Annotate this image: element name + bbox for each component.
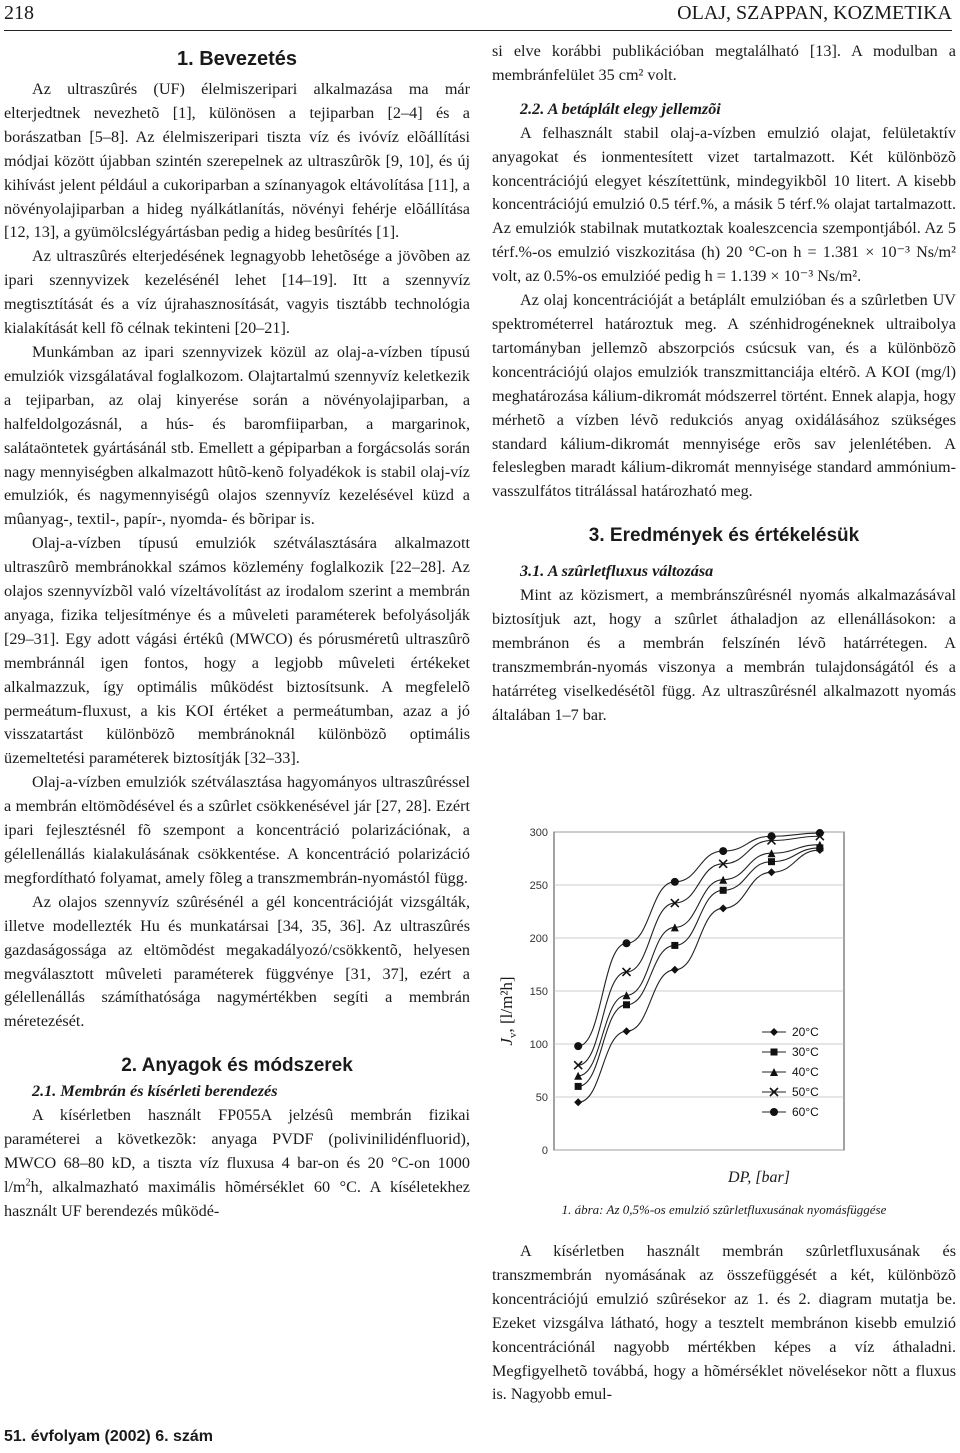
data-point-2 [623, 1001, 630, 1008]
y-tick-label: 200 [529, 933, 548, 945]
intro-paragraph-2: Az ultraszûrés elterjedésének legnagyobb lehetõsége a jövõben az ipari szennyvizek kezelésénél lehet [14–19]. Itt a szennyvíz megtisztítását és a víz újrahasznosítását, vagyis tisztább technológia kialakítását kell fõ célnak tekinteni [20–21]. [4, 247, 470, 338]
data-point-2 [575, 1083, 582, 1090]
y-axis-symbol: J [497, 1038, 516, 1046]
intro-paragraph-4: Olaj-a-vízben típusú emulziók szétválasztására alkalmazott ultraszûrõ membránokkal számos közlemény foglalkozik [22–28]. Az olajos szennyvízbõl való vízeltávolítást az irodalom szerint a membrán anyaga, fizika teljesítménye és a mûveleti paraméterek befolyásolják [29–31]. Egy adott vágási értékû (MWCO) és pórusméretû ultraszûrõ membránnál igen fontos, hogy a legjobb mûveleti értékeket alkalmazzuk, így optimális mûködést biztosítsunk. A megfelelõ permeátum-fluxust, a kis KOI értéket a permeátumban, azaz a jó visszatartást különbözõ membránoknál különbözõ optimális üzemeltetési paraméterek biztosítják [32–33]. [4, 534, 470, 768]
left-column [4, 40, 470, 1224]
feed-paragraph-1: A felhasznált stabil olaj-a-vízben emulzió olajat, felületaktív anyagokat és ionmentesített vizet tartalmazott. Két különbözõ koncentrációjú elegyet készítettünk, mindegyikbõl 10 litert. A kisebb koncentrációjú emulzió 0.5 térf.%, a másik 5 térf.% olajat tartalmazott. Az emulziók stabilnak mutatkoztak koaleszcencia szempontjából. Az 5 térf.%-os emulzió viszkozitása (h) 20 °C-on h = 1.381 × 10⁻³ Ns/m² volt, az 0.5%-os emulzióé pedig h = 1.139 × 10⁻³ Ns/m². [492, 123, 956, 286]
data-point-5 [768, 832, 776, 840]
membrane-paragraph [4, 1104, 470, 1224]
subsection-2-2-title: 2.2. A betáplált elegy jellemzõi [520, 99, 721, 118]
continuation-paragraph: si elve korábbi publikációban megtalálható [13]. A modulban a membránfelület 35 cm² volt. [492, 42, 956, 84]
feed-paragraph-2: Az olaj koncentrációját a betáplált emulzióban és a szûrletben UV spektrométerrel határoztuk meg. A szénhidrogéneknek ultraibolya tartományban jellemzõ abszorpciós csúcsuk van, és a különbözõ koncentrációjú olajos emulziók transzmittanciája eltérõ. A KOI (mg/l) meghatározása kálium-dikromát módszerrel történt. Ennek alapja, hogy mérhetõ a vízben lévõ redukciós anyag oxidálásához szükséges standard kálium-dikromát mennyisége erõs sav jelenlétében. A feleslegben maradt kálium-dikromát mennyisége standard ammónium-vasszulfátos titrálással határozható meg. [492, 291, 956, 501]
y-tick-label: 50 [535, 1092, 548, 1104]
data-point-5 [574, 1042, 582, 1050]
legend-label: 20°C [792, 1025, 819, 1039]
subsection-3-1-title: 3.1. A szûrletfluxus változása [520, 562, 714, 581]
y-tick-label: 0 [541, 1145, 548, 1157]
intro-paragraph-5: Olaj-a-vízben emulziók szétválasztása hagyományos ultraszûréssel a membrán eltömõdésével és a szûrlet csökkenésével jár [27, 28]. Ezért ipari fejlesztésnél fõ szempont a koncentráció polarizációnak, a gélellenállás kialakulásának csökkentése. A koncentráció polarizáció megfordítható folyamat, amely fõleg a transzmembrán-nyomástól függ. [4, 773, 470, 887]
membrane-unit-sup: 2 [25, 1177, 31, 1189]
section-1-title: 1. Bevezetés [176, 48, 298, 70]
after-figure-paragraph: A kísérletben használt membrán szûrletfluxusának és transzmembrán nyomásának az összefüggését a két, különbözõ koncentrációjú emulzió szûrésekor az 1. és 2. diagram mutatja be. Ezeket vizsgálva látható, hogy a tesztelt membránon kisebb emulzió koncentrációnál nagyobb mértékben képes a víz áthaladni. Megfigyelhetõ továbbá, hogy a hõmérséklet növelésekor nõtt a fluxus is. Nagyobb emul- [492, 1242, 956, 1404]
data-point-5 [671, 878, 679, 886]
after-figure-block [492, 1240, 956, 1407]
legend-label: 40°C [792, 1065, 819, 1079]
section-3-title: 3. Eredmények és értékelésük [588, 525, 860, 547]
legend-marker [770, 1108, 778, 1116]
journal-section: OLAJ, SZAPPAN, KOZMETIKA [677, 2, 952, 24]
footer-issue: 51. évfolyam (2002) 6. szám [4, 1428, 214, 1445]
y-tick-label: 250 [529, 880, 548, 892]
figure-caption: 1. ábra: Az 0,5%-os emulzió szûrletfluxusának nyomásfüggése [561, 1202, 887, 1217]
section-2-title: 2. Anyagok és módszerek [121, 1055, 353, 1077]
membrane-text-a: A kísérletben használt FP055A jelzésû membrán fizikai paraméterei a következõk: anyaga PVDF (polivinilidénfluorid), MWCO 68–80 kD, a tiszta víz fluxusa 4 bar-on és 20 °C-on 1000 l/m [4, 1106, 470, 1196]
legend-marker [771, 1049, 778, 1056]
data-point-2 [768, 858, 775, 865]
membrane-text-b: h, alkalmazható maximális hõmérséklet 60 °C. A kíséletekhez használt UF berendezés mûködé- [4, 1177, 470, 1220]
intro-paragraph-1: Az ultraszûrés (UF) élelmiszeripari alkalmazása ma már elterjedtnek nevezhetõ [1], különösen a tejiparban [2–4] és a borászatban [5–8]. Az élelmiszeripari tiszta víz és ivóvíz elõállítási módjai között újabban szintén szerepelnek az ultraszûrõk [9, 10], és új kihívást jelent például a cukoriparban a színanyagok eltávolítása [11], a növényolajiparban a hideg nyálkátlanítás, növényi fehérje elõállítása [12, 13], a gyümölcslégyártásban pedig a hideg besûrítés [1]. [4, 80, 470, 242]
x-axis-label: DP, [bar] [728, 1169, 790, 1186]
legend-label: 50°C [792, 1085, 819, 1099]
y-axis-subscript: v [507, 1032, 519, 1039]
intro-paragraph-6: Az olajos szennyvíz szûrésénél a gél koncentrációját vizsgálták, illetve modellezték Hu és munkatársai [34, 35, 36]. Az ultraszûrés gazdaságossága az eltömõdést megakadályozó/csökkentõ, helyesen megválasztott mûveleti paraméterek függvénye [31, 37], ezért a gélellenállás számíthatósága nagymértékben segíti a membrán méretezését. [4, 892, 470, 1031]
right-column [492, 40, 956, 728]
subsection-2-1-title: 2.1. Membrán és kísérleti berendezés [32, 1082, 278, 1101]
data-point-5 [816, 829, 824, 837]
y-axis-label [497, 976, 519, 1045]
legend-label: 30°C [792, 1045, 819, 1059]
flux-pressure-chart [494, 820, 954, 1192]
y-tick-label: 100 [529, 1039, 548, 1051]
y-tick-label: 300 [529, 827, 548, 839]
header-rule [4, 30, 952, 31]
data-point-5 [719, 847, 727, 855]
intro-paragraph-3: Munkámban az ipari szennyvizek közül az olaj-a-vízben típusú emulziók vizsgálatával foglalkozom. Olajtartalmú szennyvíz keletkezik a tejiparban, az olaj kinyerése során a növényolajiparban, a halfeldolgozásnál, a hús- és baromfiiparban, a margarinok, salátaöntetek gyártásánál stb. Emellett a gépiparban a forgácsolás során nagy mennyiségben alkalmazott hûtõ-kenõ folyadékok is stabil olaj-víz emulziók, és nagymennyiségû olajos szennyvíz kezelésével küzd a mûanyag-, textil-, papír-, nyomda- és bõripar is. [4, 342, 470, 529]
data-point-2 [671, 942, 678, 949]
data-point-5 [623, 939, 631, 947]
legend-label: 60°C [792, 1105, 819, 1119]
flux-paragraph: Mint az közismert, a membránszûrésnél nyomás alkalmazásával biztosítjuk azt, hogy a szûrlet áthaladjon az ellenállásokon: a membránon és a membrán felszínén lévõ határrétegen. A transzmembrán-nyomás viszonya a membrán tulajdonságától és a határréteg viselkedésétõl függ. Az ultraszûrésnél alkalmazott nyomás általában 1–7 bar. [492, 586, 956, 724]
data-point-2 [720, 887, 727, 894]
page-number: 218 [4, 2, 34, 24]
y-tick-label: 150 [529, 986, 548, 998]
y-axis-unit: , [l/m²h] [497, 976, 516, 1033]
